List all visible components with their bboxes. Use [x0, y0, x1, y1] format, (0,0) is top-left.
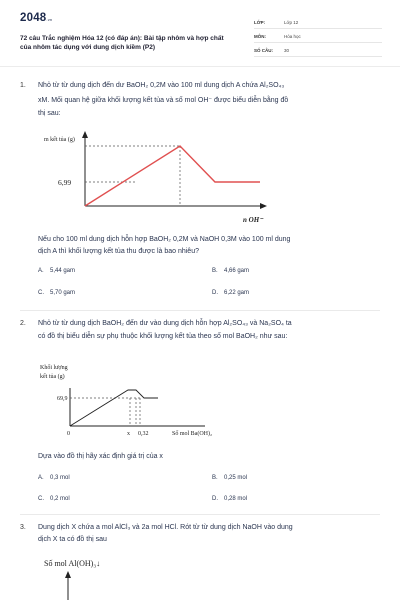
- question-3-line-2: dịch X ta có đồ thị sau: [38, 536, 107, 543]
- y-tick-label: 69,9: [57, 396, 68, 402]
- question-1-follow-line-2: dịch A thì khối lượng kết tủa thu được là bao nhiêu?: [38, 248, 199, 255]
- y-axis-label: m kết tủa (g): [44, 137, 75, 143]
- meta-row-subject: [254, 31, 382, 43]
- option-a[interactable]: A. 5,44 gam: [38, 268, 76, 274]
- page-header: [0, 0, 400, 62]
- question-divider: [20, 310, 380, 311]
- question-divider: [20, 514, 380, 515]
- option-c[interactable]: C. 0,2 mol: [38, 496, 70, 502]
- x-axis-arrow: [260, 203, 267, 209]
- x-tick-label: x: [127, 431, 130, 437]
- question-1-line-2: xM. Mối quan hệ giữa khối lượng kết tủa và số mol OH⁻ được biểu diễn bằng đồ: [38, 97, 289, 104]
- option-a[interactable]: A. 0,3 mol: [38, 475, 70, 481]
- x-axis-label: n OH⁻: [243, 216, 263, 224]
- document-title: 72 câu Trắc nghiệm Hóa 12 (có đáp án): Bài tập nhôm và hợp chất của nhôm tác dụng với dung dịch kiềm (P2): [20, 35, 224, 51]
- y-axis-arrow: [82, 131, 88, 138]
- document-meta: [254, 17, 382, 59]
- meta-key: LỚP:: [254, 20, 266, 25]
- precipitate-curve: [85, 146, 260, 206]
- option-b[interactable]: B. 4,66 gam: [212, 268, 250, 274]
- meta-key: SỐ CÂU:: [254, 48, 273, 53]
- question-1-line-3: thị sau:: [38, 110, 61, 117]
- meta-row-count: [254, 45, 382, 57]
- header-divider: [0, 66, 400, 67]
- option-c[interactable]: C. 5,70 gam: [38, 290, 76, 296]
- meta-row-class: [254, 17, 382, 29]
- site-logo[interactable]: 2048.vn: [20, 12, 53, 24]
- y-axis-label: Số mol Al(OH)₃↓: [44, 559, 101, 568]
- meta-value: Lớp 12: [284, 20, 299, 25]
- option-d[interactable]: D. 0,28 mol: [212, 496, 248, 502]
- y-tick-label: 6,99: [58, 178, 72, 187]
- question-1-graph: [40, 126, 270, 230]
- x-axis-label: Số mol Ba(OH)₂: [172, 431, 213, 437]
- question-number: 1.: [20, 82, 26, 89]
- option-b[interactable]: B. 0,25 mol: [212, 475, 248, 481]
- question-2-line-1: Nhỏ từ từ dung dịch BaOH₂ đến dư vào dung dịch hỗn hợp Al₂SO₄₃ và Na₂SO₄ ta: [38, 320, 292, 327]
- origin-label: 0: [67, 431, 70, 437]
- question-number: 3.: [20, 524, 26, 531]
- y-axis-arrow: [65, 571, 71, 578]
- question-3-graph: [40, 552, 240, 600]
- precipitate-curve: [70, 390, 158, 426]
- question-3-line-1: Dung dịch X chứa a mol AlCl₃ và 2a mol HCl. Rót từ từ dung dịch NaOH vào dung: [38, 524, 293, 531]
- question-1-line-1: Nhỏ từ từ dung dịch đến dư BaOH₂ 0,2M vào 100 ml dung dịch A chứa Al₂SO₄₃: [38, 82, 285, 89]
- question-2-prompt: Dựa vào đồ thị hãy xác định giá trị của x: [38, 453, 163, 460]
- y-axis-label-2: kết tủa (g): [40, 374, 65, 380]
- question-number: 2.: [20, 320, 26, 327]
- meta-key: MÔN:: [254, 34, 266, 39]
- option-d[interactable]: D. 6,22 gam: [212, 290, 250, 296]
- question-2-line-2: có đồ thị biểu diễn sự phụ thuộc khối lượng kết tủa theo số mol BaOH₂ như sau:: [38, 333, 288, 340]
- question-2-graph: [40, 360, 270, 442]
- y-axis-label-1: Khối lượng: [40, 365, 68, 371]
- meta-value: 30: [284, 48, 290, 53]
- question-1-follow-line-1: Nếu cho 100 ml dung dịch hỗn hợp BaOH₂ 0,2M và NaOH 0,3M vào 100 ml dung: [38, 236, 291, 243]
- x-tick-label: 0,32: [138, 431, 149, 437]
- meta-value: Hóa học: [284, 34, 301, 39]
